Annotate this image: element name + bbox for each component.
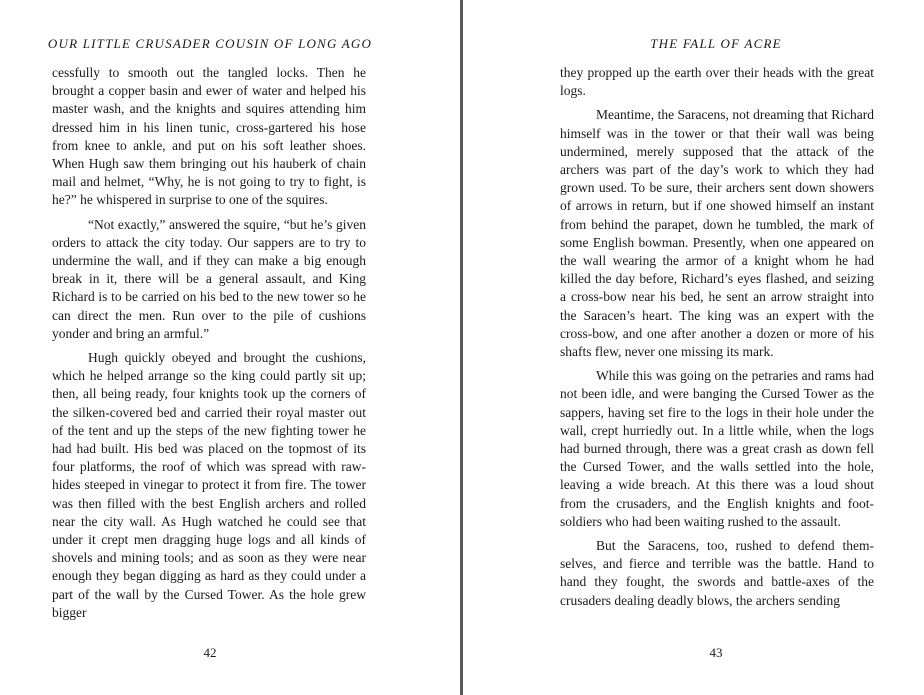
left-page — [0, 0, 460, 695]
paragraph: “Not exactly,” answered the squire, “but he’s given orders to attack the city today. Our sappers are to try to undermine the wall, and if they can make a big enough break in it, there will be a general assault, and King Richard is to be carried on his bed to the new tower so he can direct the men. Run over to the pile of cushions yonder and bring an armful.” — [52, 216, 366, 341]
paragraph: While this was going on the petraries and rams had not been idle, and were banging the Cursed Tower as the sappers, having set fire to the logs in their hole under the wall, crept hurriedly out. In a little while, when the logs had burned through, there was a great crash as down fell the Cursed Tower, and the walls settled into the hole, leaving a wide breach. At this there was a loud shout from the crusaders, and the English knights and foot-soldiers who had been waiting rushed to the assault. — [560, 368, 874, 529]
right-running-head: THE FALL OF ACRE — [650, 36, 782, 51]
left-body-text — [52, 64, 366, 628]
right-body-text — [560, 64, 874, 616]
left-running-head: OUR LITTLE CRUSADER COUSIN OF LONG AGO — [47, 36, 373, 51]
paragraph: cessfully to smooth out the tangled locks. Then he brought a copper basin and ewer of water and helped his master wash, and the knights and squires attending him dressed him in his linen tunic, cross-gartered his hose from knee to ankle, and put on his soft leather shoes. When Hugh saw them bringing out his hauberk of chain mail and helmet, “Why, he is not going to try to fight, is he?” he whispered in surprise to one of the squires. — [52, 65, 366, 208]
left-page-number: 42 — [203, 645, 217, 660]
right-page — [463, 0, 924, 695]
paragraph: Meantime, the Saracens, not dreaming that Richard himself was in the tower or that their wall was being undermined, merely supposed that the attack of the archers was part of the day’s work to which they had grown used. To be sure, their archers sent down showers of arrows in return, but if one showed himself an instant from behind the parapet, down he tumbled, the mark of some English bowman. Presently, when one appeared on the wall wearing the armor of a knight whom he had killed the day before, Richard’s eyes flashed, and seizing a cross-bow near his bed, he sent an arrow straight into the Saracen’s heart. The king was an expert with the cross-bow, and one after another a dozen or more of his shafts flew, never one missing its mark. — [560, 107, 874, 360]
right-page-number: 43 — [709, 645, 723, 660]
paragraph: Hugh quickly obeyed and brought the cushions, which he helped arrange so the king could partly sit up; then, all being ready, four knights took up the corners of the silken-covered bed and carried their royal master out of the tent and up the steps of the new fighting tower he had had built. His bed was placed on the topmost of its four platforms, the roof of which was spread with raw-hides steeped in vinegar to protect it from fire. The tower was then filled with the best English archers and rolled near the city wall. As Hugh watched he could see that under it crept men dragging huge logs and all kinds of shovels and mining tools; and as soon as they were near enough they began digging as hard as they could under a part of the wall by the Cursed Tower. As the hole grew bigger — [52, 350, 366, 620]
paragraph: they propped up the earth over their heads with the great logs. — [560, 65, 874, 99]
paragraph: But the Saracens, too, rushed to defend themselves, and fierce and terrible was the battle. Hand to hand they fought, the swords and battle-axes of the crusaders dealing deadly blows, the archers sending — [560, 538, 874, 608]
